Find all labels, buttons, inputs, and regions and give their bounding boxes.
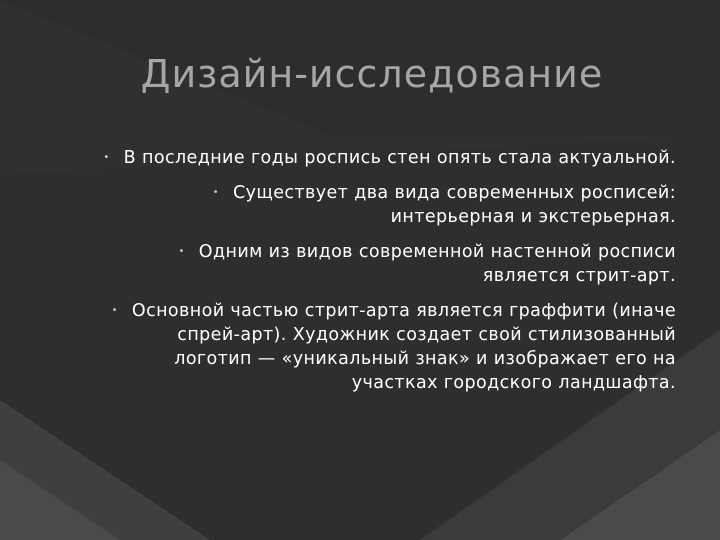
bullet-icon: • (178, 246, 185, 257)
bullet-item (100, 240, 676, 288)
bullet-item (100, 299, 676, 395)
bullet-icon: • (111, 305, 118, 316)
bullet-text: Существует два вида современных росписей: интерьерная и экстерьерная. (232, 183, 676, 227)
bullet-text: В последние годы роспись стен опять стала актуальной. (123, 148, 676, 168)
bullet-list (100, 146, 676, 406)
bullet-item (100, 181, 676, 229)
slide-title: Дизайн-исследование (140, 52, 604, 96)
bullet-icon: • (103, 152, 110, 163)
bullet-icon: • (212, 187, 219, 198)
bullet-item (100, 146, 676, 170)
bullet-text: Одним из видов современной настенной росписи является стрит-арт. (198, 242, 676, 286)
bullet-text: Основной частью стрит-арта является граффити (иначе спрей-арт). Художник создает свой стилизованный логотип — «уникальный знак» и изображает его на участках городского ландшафта. (131, 301, 676, 393)
